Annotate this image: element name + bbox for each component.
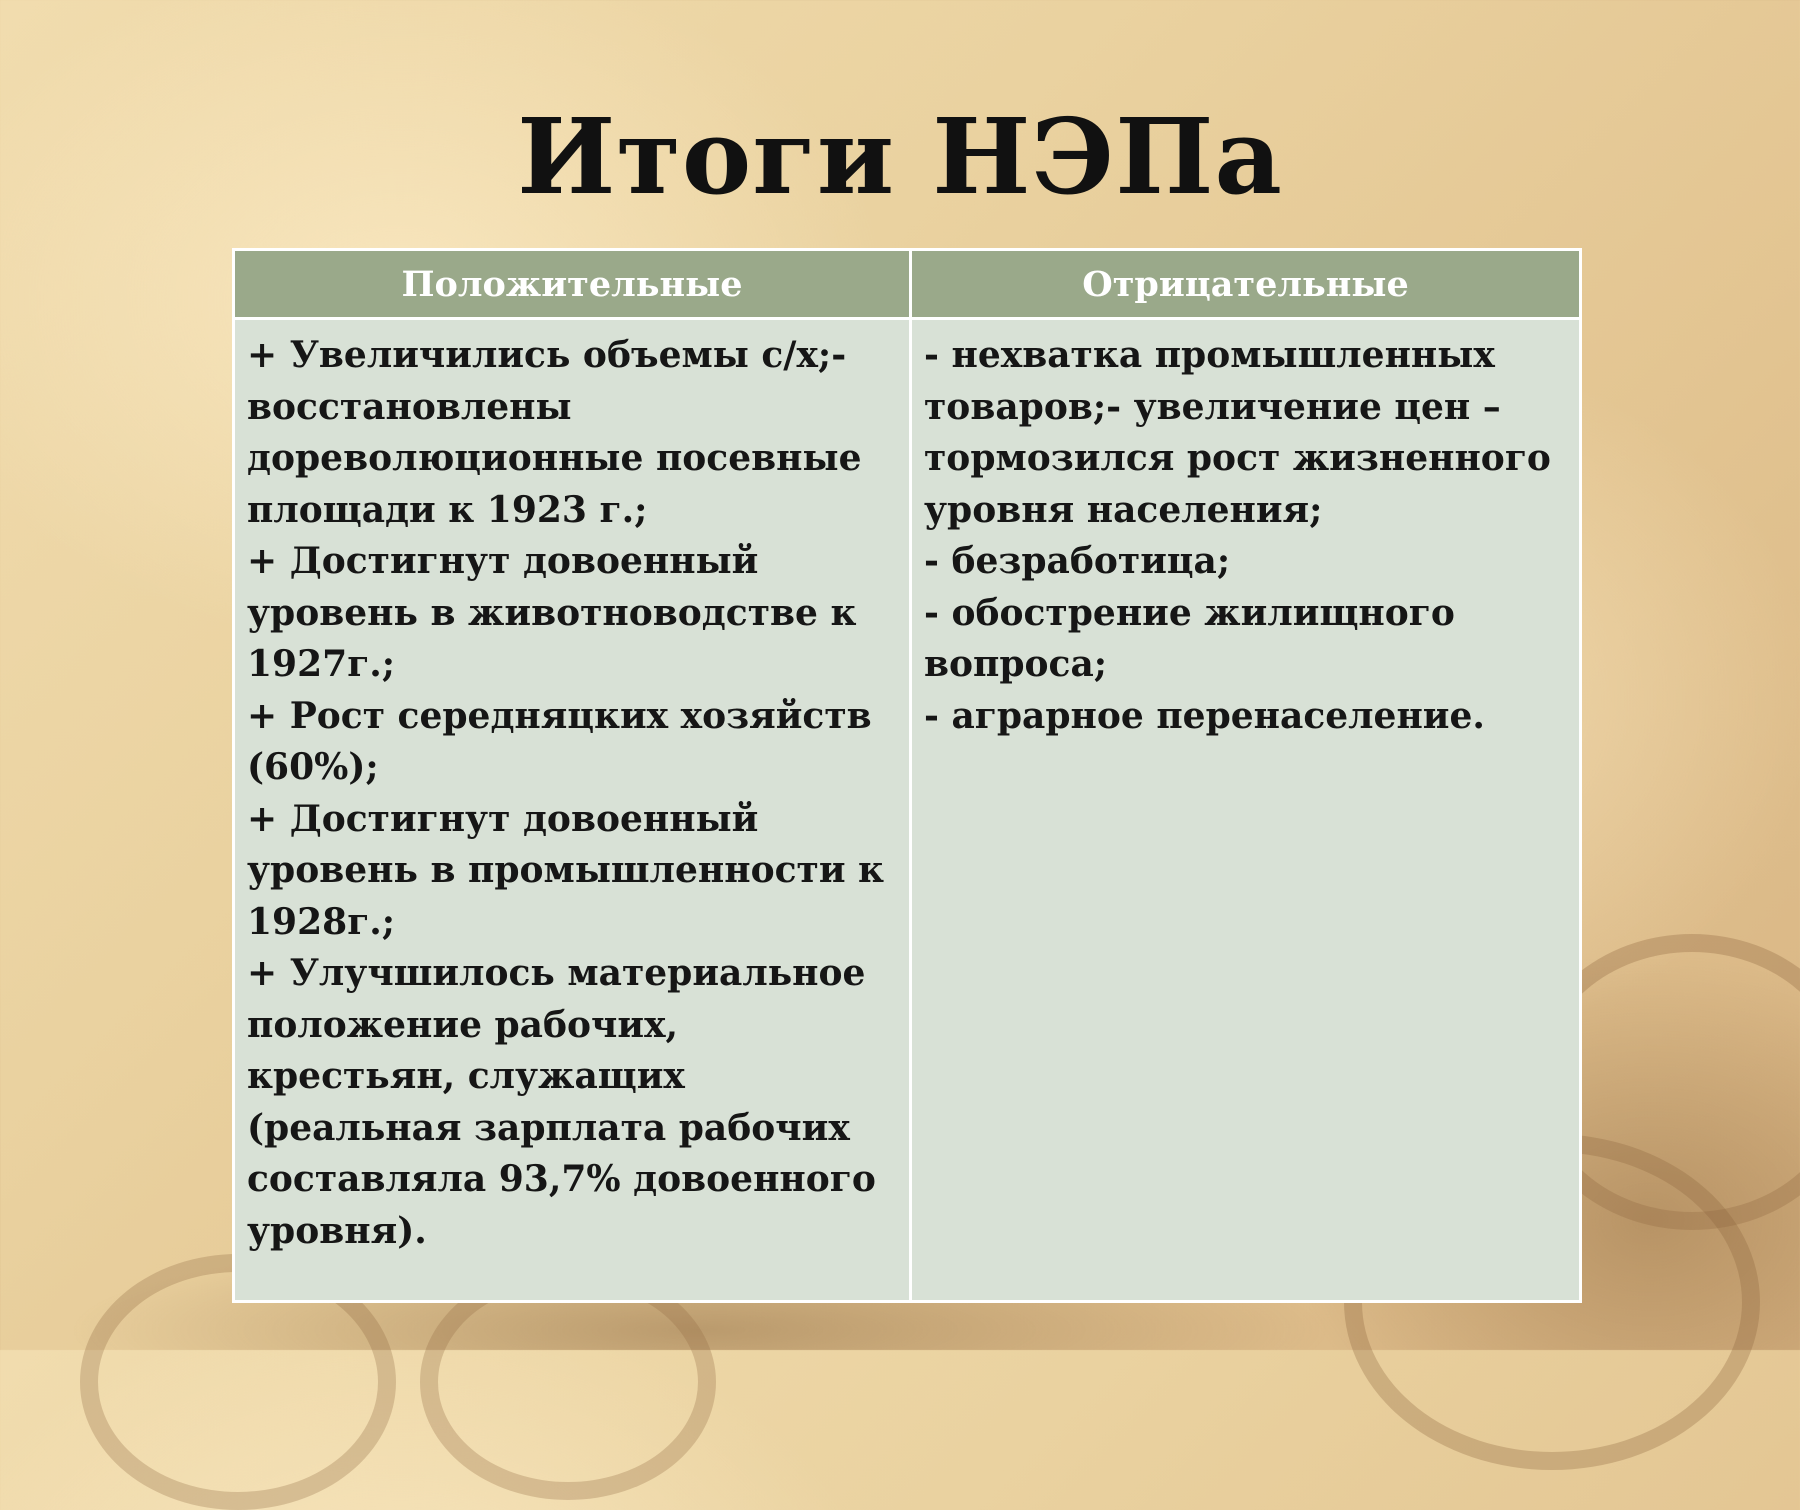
header-negative: Отрицательные	[912, 251, 1579, 317]
negative-item: - обострение жилищного вопроса;	[924, 591, 1455, 685]
results-table	[232, 248, 1582, 1303]
positive-item: + Достигнут довоенный уровень в животноводстве к 1927г.;	[247, 540, 857, 685]
header-positive: Положительные	[235, 251, 909, 317]
negative-item: - аграрное перенаселение.	[924, 694, 1485, 737]
negative-item: - нехватка промышленных товаров;- увеличение цен – тормозился рост жизненного уровня населения;	[924, 334, 1551, 531]
positive-item: + Рост середняцких хозяйств (60%);	[247, 694, 872, 788]
positive-item: + Достигнут довоенный уровень в промышленности к 1928г.;	[247, 797, 885, 943]
negative-item: - безработица;	[924, 540, 1231, 582]
negative-cell	[912, 320, 1579, 1300]
positive-cell	[235, 320, 909, 1300]
positive-item: + Увеличились объемы с/х;- восстановлены дореволюционные посевные площади к 1923 г.;	[247, 334, 862, 531]
slide-title: Итоги НЭПа	[517, 95, 1283, 218]
positive-item: + Улучшилось материальное положение рабочих, крестьян, служащих (реальная зарплата рабочих составляла 93,7% довоенного уровня).	[247, 952, 876, 1252]
